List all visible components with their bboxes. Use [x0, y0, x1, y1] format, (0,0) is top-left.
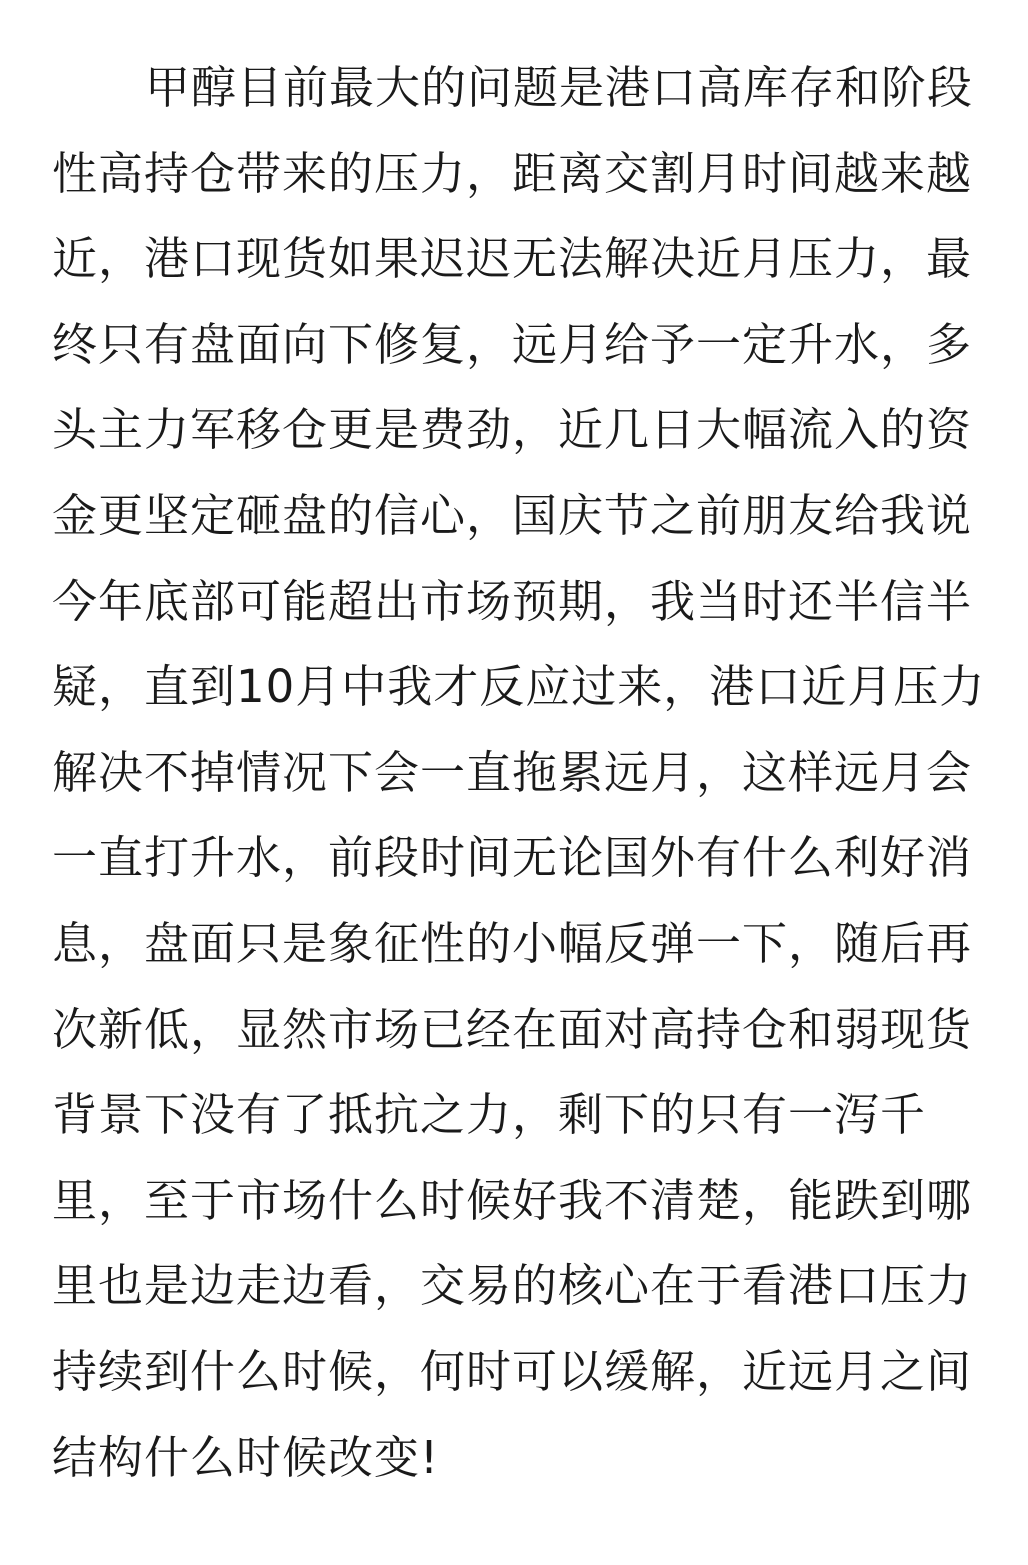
text-line: 今年底部可能超出市场预期，我当时还半信半 [52, 574, 973, 628]
text-line: 息，盘面只是象征性的小幅反弹一下，随后再 [52, 916, 973, 970]
text-line: 甲醇目前最大的问题是港口高库存和阶段 [145, 61, 974, 114]
text-line: 疑，直到10月中我才反应过来，港口近月压力 [52, 660, 986, 714]
text-line: 持续到什么时候，何时可以缓解，近远月之间 [52, 1344, 973, 1398]
text-line: 性高持仓带来的压力，距离交割月时间越来越 [52, 146, 973, 200]
text-line: 结构什么时候改变! [52, 1430, 440, 1484]
article-paragraph [52, 45, 992, 1500]
text-line: 头主力军移仓更是费劲，近几日大幅流入的资 [52, 403, 973, 457]
text-line: 金更坚定砸盘的信心，国庆节之前朋友给我说 [52, 488, 973, 542]
text-line: 里也是边走边看，交易的核心在于看港口压力 [52, 1259, 973, 1313]
text-line: 终只有盘面向下修复，远月给予一定升水，多 [52, 317, 973, 371]
text-line: 背景下没有了抵抗之力，剩下的只有一泻千 [52, 1088, 927, 1142]
text-line: 近，港口现货如果迟迟无法解决近月压力，最 [52, 232, 973, 286]
text-line: 里，至于市场什么时候好我不清楚，能跌到哪 [52, 1173, 973, 1227]
text-line: 一直打升水，前段时间无论国外有什么利好消 [52, 831, 973, 885]
text-line: 次新低，显然市场已经在面对高持仓和弱现货 [52, 1002, 973, 1056]
text-line: 解决不掉情况下会一直拖累远月，这样远月会 [52, 745, 973, 799]
